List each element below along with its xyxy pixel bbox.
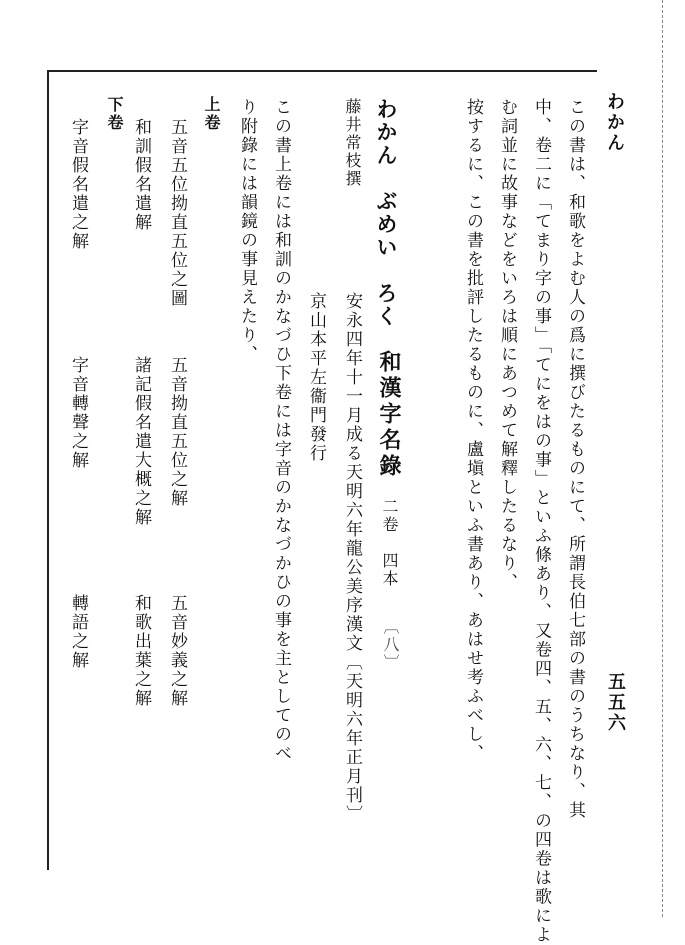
frame-top-rule (47, 70, 597, 72)
margin-rule (662, 0, 663, 917)
page-number: 五五六 (605, 672, 626, 734)
entry-title: 和漢字名錄 (376, 350, 402, 480)
lower-volume-label: 下卷 (105, 96, 124, 132)
upper-contents-item: 和訓假名遣解 (131, 118, 151, 232)
upper-volume-label: 上卷 (202, 96, 221, 132)
upper-contents-item: 諸記假名遣大概之解 (131, 356, 151, 527)
lower-contents-item: 字音轉聲之解 (68, 356, 88, 470)
entry-description-1: この書上卷には和訓のかなづひ下卷には字音のかなづかひの事を主としてのべ (271, 98, 291, 763)
entry-author: 藤井常枝撰 (343, 98, 362, 188)
body-line-3: む詞並に故事などをいろは順にあつめて解釋したるなり、 (497, 98, 517, 592)
body-line-4: 按するに、この書を批評したるものに、盧塡といふ書あり、あはせ考ふべし、 (463, 98, 483, 763)
entry-publisher: 京山本平左衞門發行 (306, 292, 326, 463)
upper-contents-item: 和歌出葉之解 (131, 594, 151, 708)
entry-description-2: り附錄には韻鏡の事見えたり、 (237, 98, 257, 364)
entry-volumes: 二卷 四本 (380, 498, 399, 588)
upper-contents-item: 五音妙義之解 (167, 594, 187, 708)
upper-contents-item: 五音五位拗直五位之圖 (167, 118, 187, 308)
running-head: わかん (604, 92, 625, 154)
body-line-2: 中、卷二に「てまり字の事」「てにをはの事」といふ條あり、又卷四、五、六、七、の四卷は歌によ (531, 98, 551, 945)
entry-mark: 〔八〕 (381, 618, 400, 672)
entry-heading: わかん ぶめい ろく (374, 98, 399, 328)
lower-contents-item: 轉語之解 (68, 594, 88, 670)
frame-left-rule (47, 70, 49, 870)
entry-date-line: 安永四年十一月成る天明六年龍公美序漢文〔天明六年正月刊〕 (342, 292, 362, 824)
lower-contents-item: 字音假名遣之解 (68, 118, 88, 251)
upper-contents-item: 五音拗直五位之解 (167, 356, 187, 508)
body-line-1: この書は、和歌をよむ人の爲に撰びたるものにて、所謂長伯七部の書のうちなり、其 (565, 98, 585, 820)
